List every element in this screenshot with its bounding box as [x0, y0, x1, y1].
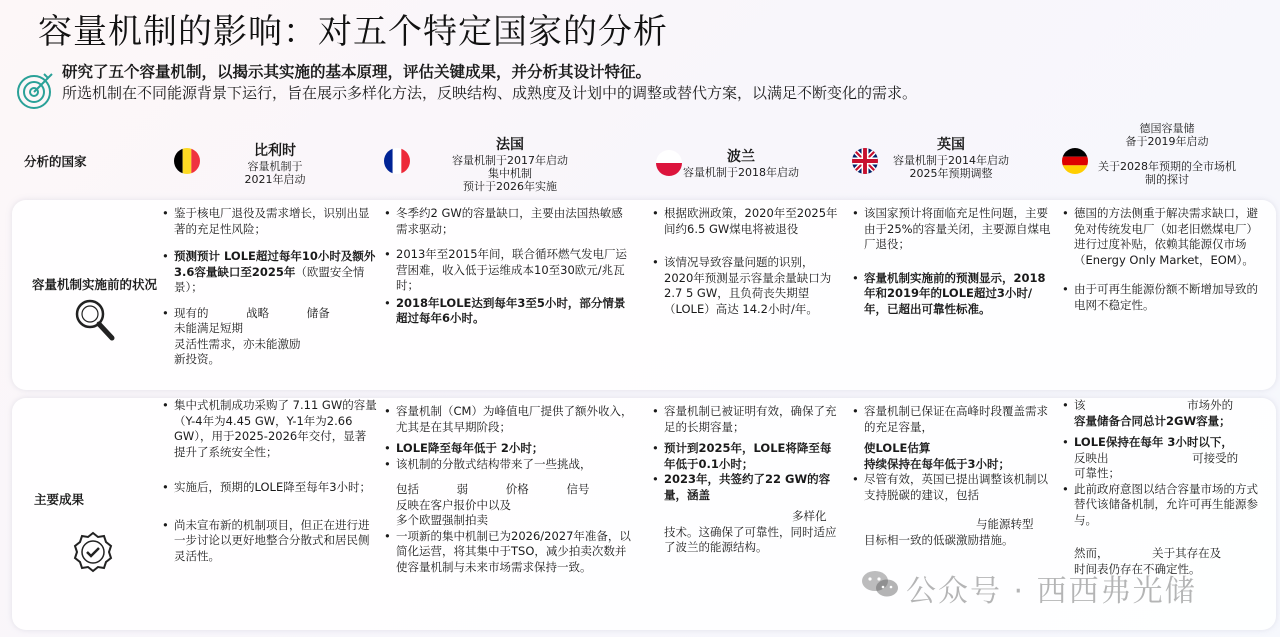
country-note: 容量机制于	[247, 160, 303, 173]
text: 多个欧盟强制拍卖	[396, 513, 488, 527]
watermark: 公众号 · 西西弗光储	[906, 574, 1197, 609]
wechat-icon	[860, 568, 900, 600]
bullet: • 2013年至2015年间，联合循环燃气发电厂运营困难，收入低于运维成本10至30欧元/兆瓦时；	[384, 247, 634, 294]
cell-france-pre	[384, 206, 634, 333]
bold-text: 容量机制实施前的预测显示，2018年和2019年的LOLE超过3小时/年，已超出可靠性标准。	[864, 270, 1046, 316]
bold-text: 2018年LOLE达到每年3至5小时，部分情景超过每年6小时。	[396, 295, 626, 325]
text: 可靠性；	[1074, 466, 1120, 480]
bullet: • 此前政府意图以结合容量市场的方式替代该储备机制，允许可再生能源参与。	[1062, 482, 1264, 529]
country-note: 容量机制于2017年启动	[452, 154, 568, 167]
subtitle-bold: 研究了五个容量机制，以揭示其实施的基本原理，评估关键成果，并分析其设计特征。	[62, 63, 652, 81]
bullet	[1062, 398, 1264, 414]
bullet	[162, 306, 377, 322]
bullet: • 容量机制已保证在高峰时段覆盖需求的充足容量，	[852, 404, 1052, 435]
bullet: • 由于可再生能源份额不断增加导致的电网不稳定性。	[1062, 282, 1264, 313]
text: （欧盟安全情景）；	[174, 264, 365, 294]
page-title: 容量机制的影响：对五个特定国家的分析	[38, 12, 668, 52]
text: 现有的 战略 储备	[174, 305, 330, 320]
bullet: • 尽管有效，英国已提出调整该机制以支持脱碳的建议，包括	[852, 472, 1052, 503]
target-icon	[14, 70, 54, 110]
bullet	[1062, 435, 1264, 451]
cell-france-results	[384, 404, 634, 581]
bold-text: LOLE降至每年低于 2小时；	[396, 441, 544, 455]
cell-germany-pre	[1062, 206, 1264, 319]
bold-text: 容量储备合同总计2GW容量；	[1074, 413, 1231, 428]
country-note: 关于2028年预期的全市场机	[1098, 160, 1236, 173]
country-note: 德国容量储	[1139, 122, 1195, 135]
country-column-label: 分析的国家	[24, 154, 87, 169]
country-poland	[676, 146, 806, 179]
country-note: 容量机制于2018年启动	[683, 166, 799, 179]
bullet: • 根据欧洲政策，2020年至2025年间约6.5 GW煤电将被退役	[652, 206, 842, 237]
country-belgium	[220, 140, 330, 186]
country-name: 波兰	[727, 149, 755, 165]
bullet: • 一项新的集中机制已为2026/2027年准备，以简化运营，将其集中于TSO，减少拍卖次数并使容量机制与未来市场需求保持一致。	[384, 529, 634, 576]
text: 反映出 可接受的	[1074, 450, 1239, 465]
bullet: • 容量机制已被证明有效，确保了充足的长期容量；	[652, 404, 842, 435]
bold-text: 持续保持在每年低于3小时；	[864, 456, 1011, 471]
text: 新投资。	[174, 352, 220, 366]
country-note: 2025年预期调整	[909, 167, 993, 180]
row-label-main-results: 主要成果	[34, 492, 85, 507]
belgium-flag-icon	[174, 148, 200, 174]
bullet	[852, 271, 1052, 318]
bold-text: 预测预计 LOLE超过每年10小时及额外3.6容量缺口至2025年	[174, 249, 376, 279]
bullet: • 实施后，预期的LOLE降至每年3小时；	[162, 480, 377, 496]
text: 未能满足短期	[174, 321, 243, 335]
text: 时间表仍存在不确定性。	[1074, 561, 1201, 576]
bullet: • 该机制的分散式结构带来了一些挑战，	[384, 457, 634, 473]
text: 然而， 关于其存在及	[1074, 546, 1222, 560]
country-note: 2021年启动	[244, 173, 306, 186]
text: 技术。这确保了可靠性，同时适应了波兰的能源结构。	[664, 524, 837, 554]
bold-text: 使LOLE估算	[864, 441, 931, 455]
cell-uk-pre	[852, 206, 1052, 323]
country-note: 预计于2026年实施	[463, 180, 557, 193]
france-flag-icon	[384, 148, 410, 174]
magnifier-icon	[70, 296, 118, 344]
uk-flag-icon	[852, 148, 878, 174]
bullet	[384, 296, 634, 327]
text: 目标相一致的低碳激励措施。	[864, 532, 1014, 547]
cell-belgium-results	[162, 398, 377, 570]
bullet	[652, 472, 842, 503]
country-note: 制的探讨	[1145, 173, 1189, 186]
country-note: 集中机制	[488, 167, 532, 180]
verified-badge-icon	[70, 530, 116, 576]
row-label-pre-implementation: 容量机制实施前的状况	[32, 277, 158, 292]
text: 该 市场外的	[1074, 398, 1234, 412]
cell-germany-results	[1062, 398, 1264, 577]
bullet	[652, 441, 842, 472]
country-name: 英国	[937, 137, 965, 153]
bold-text: 预计到2025年，LOLE将降至每年低于0.1小时；	[664, 441, 832, 471]
subtitle: 所选机制在不同能源背景下运行，旨在展示多样化方法，反映结构、成熟度及计划中的调整或替代方案，以满足不断变化的需求。	[62, 84, 918, 102]
bold-text: 2023年，共签约了22 GW的容量，涵盖	[664, 472, 831, 502]
country-uk	[890, 134, 1012, 180]
bullet: • 容量机制（CM）为峰值电厂提供了额外收入，尤其是在其早期阶段；	[384, 404, 634, 435]
country-note: 容量机制于2014年启动	[893, 154, 1009, 167]
text: 多样化	[792, 509, 827, 523]
text: 灵活性需求，亦未能激励	[174, 336, 301, 351]
text: 包括 弱 价格 信号	[396, 482, 590, 496]
bullet: • 该国家预计将面临充足性问题，主要由于25%的容量关闭，主要源自煤电厂退役；	[852, 206, 1052, 253]
country-name: 比利时	[254, 143, 296, 159]
germany-flag-icon	[1062, 148, 1088, 174]
bullet: • 鉴于核电厂退役及需求增长，识别出显著的充足性风险；	[162, 206, 377, 237]
bullet: • 集中式机制成功采购了 7.11 GW的容量（Y-4年为4.45 GW，Y-1年为2.66 GW），用于2025-2026年交付，显著提升了系统安全性；	[162, 398, 377, 460]
country-name: 法国	[496, 137, 524, 153]
text: 与能源转型	[976, 517, 1034, 531]
bullet	[162, 249, 377, 296]
bold-text: LOLE保持在每年 3小时以下，	[1074, 435, 1233, 449]
bullet: • 德国的方法侧重于解决需求缺口，避免对传统发电厂（如老旧燃煤电厂）进行过度补贴，依赖其能源仅市场（Energy Only Market，EOM）。	[1062, 206, 1264, 268]
bullet: • 尚未宣布新的机制项目，但正在进行进一步讨论以更好地整合分散式和居民侧灵活性。	[162, 518, 377, 565]
country-germany	[1092, 122, 1242, 186]
text: 反映在客户报价中以及	[396, 497, 511, 512]
cell-poland-pre	[652, 206, 842, 323]
cell-uk-results	[852, 404, 1052, 548]
bullet: • 冬季约2 GW的容量缺口，主要由法国热敏感需求驱动；	[384, 206, 634, 237]
country-note: 备于2019年启动	[1125, 135, 1209, 148]
bullet	[384, 441, 634, 457]
cell-belgium-pre	[162, 206, 377, 368]
bullet: • 该情况导致容量问题的识别， 2020年预测显示容量余量缺口为 2.7 5 GW，且负荷丧失期望（LOLE）高达 14.2小时/年。	[652, 255, 842, 317]
cell-poland-results	[652, 404, 842, 556]
country-france	[430, 134, 590, 193]
